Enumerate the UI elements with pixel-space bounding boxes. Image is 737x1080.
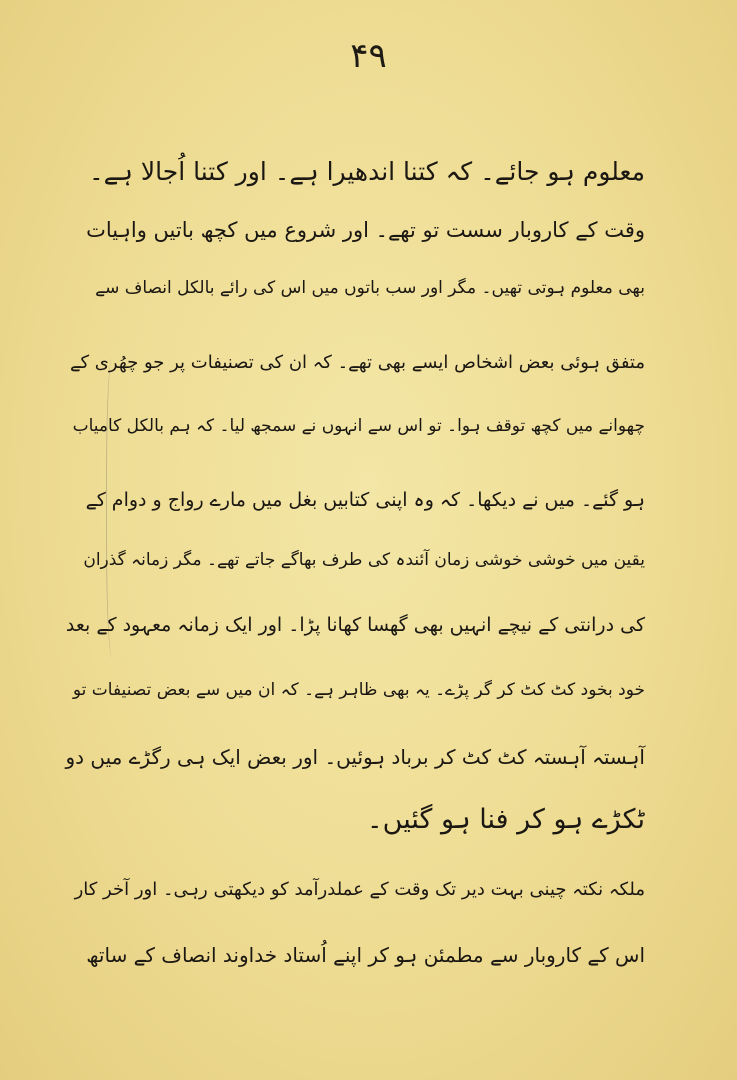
text-line: خود بخود کٹ کٹ کر گر پڑے۔ یہ بھی ظاہر ہے۔ کہ ان میں سے بعض تصنیفات تو	[72, 680, 645, 700]
text-line: متفق ہوئی بعض اشخاص ایسے بھی تھے۔ کہ ان کی تصنیفات پر جو چھُری کے	[69, 352, 645, 373]
text-line: یقین میں خوشی خوشی زمان آئندہ کی طرف بھاگے جاتے تھے۔ مگر زمانہ گذران	[83, 550, 645, 570]
text-line: معلوم ہو جائے۔ کہ کتنا اندھیرا ہے۔ اور کتنا اُجالا ہے۔	[89, 157, 645, 186]
text-line: کی درانتی کے نیچے انہیں بھی گھسا کھانا پڑا۔ اور ایک زمانہ معہود کے بعد	[65, 614, 645, 636]
text-line: وقت کے کاروبار سست تو تھے۔ اور شروع میں کچھ باتیں واہیات	[86, 218, 645, 242]
text-line: ہو گئے۔ میں نے دیکھا۔ کہ وہ اپنی کتابیں بغل میں مارے رواج و دوام کے	[85, 489, 645, 511]
text-line: آہستہ آہستہ کٹ کٹ کر برباد ہوئیں۔ اور بعض ایک ہی رگڑے میں دو	[65, 745, 645, 769]
text-line: چھوانے میں کچھ توقف ہوا۔ تو اس سے انہوں نے سمجھ لیا۔ کہ ہم بالکل کامیاب	[72, 416, 645, 436]
text-line: ملکہ نکتہ چینی بہت دیر تک وقت کے عملدرآمد کو دیکھتی رہی۔ اور آخر کار	[74, 879, 645, 900]
text-line: ٹکڑے ہو کر فنا ہو گئیں۔	[366, 804, 645, 835]
text-line: بھی معلوم ہوتی تھیں۔ مگر اور سب باتوں میں اس کی رائے بالکل انصاف سے	[95, 278, 645, 298]
page-number: ۴۹	[350, 36, 387, 76]
text-line: اس کے کاروبار سے مطمئن ہو کر اپنے اُستاد خداوند انصاف کے ساتھ	[86, 943, 645, 967]
